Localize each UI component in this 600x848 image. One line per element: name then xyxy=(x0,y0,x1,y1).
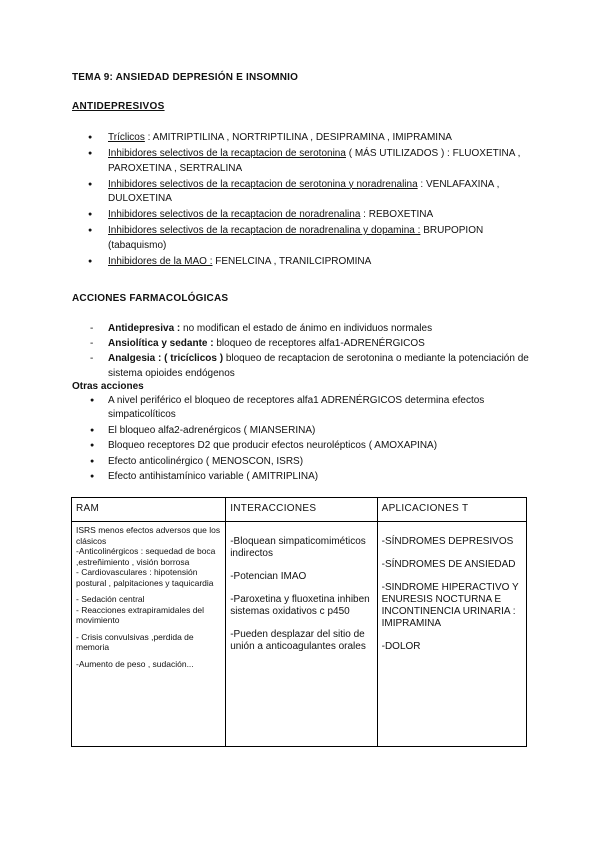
ram-line: -Anticolinérgicos : sequedad de boca ,estreñimiento , visión borrosa xyxy=(76,546,216,567)
item-label: Inhibidores selectivos de la recaptacion de noradrenalina y dopamina : xyxy=(108,225,421,236)
item-label: Ansiolítica y sedante : xyxy=(108,338,214,349)
item-text: bloqueo de recaptacion de serotonina o mediante la potenciación de sistema opioides endógenos xyxy=(108,353,529,379)
item-sep: : xyxy=(417,178,426,190)
interaccion-line: -Paroxetina y fluoxetina inhiben sistemas oxidativos c p450 xyxy=(230,594,370,617)
list-item xyxy=(72,352,532,381)
summary-table xyxy=(71,497,527,747)
item-text: VENLAFAXINA , DULOXETINA xyxy=(108,178,500,204)
ram-line: - Cardiovasculares : hipotensión postural , palpitaciones y taquicardia xyxy=(76,567,214,588)
ram-line: - Reacciones extrapiramidales del movimiento xyxy=(76,604,205,625)
interaccion-line: -Pueden desplazar del sitio de unión a anticoagulantes orales xyxy=(230,629,366,652)
aplicacion-line: -SÍNDROMES DE ANSIEDAD xyxy=(381,559,516,570)
table-row xyxy=(72,522,527,747)
ram-line: - Crisis convulsivas ,perdida de memoria xyxy=(76,631,194,652)
otras-acciones-heading: Otras acciones xyxy=(72,381,144,392)
aplicaciones-cell xyxy=(377,522,526,747)
item-label: Antidepresiva : xyxy=(108,323,181,334)
item-text: ( MÁS UTILIZADOS ) : FLUOXETINA , PAROXETINA , SERTRALINA xyxy=(108,148,521,174)
antidepresivos-list xyxy=(72,131,532,271)
interaccion-line: -Bloquean simpaticomiméticos indirectos xyxy=(230,536,366,559)
list-item: ● Efecto antihistamínico variable ( AMITRIPLINA) xyxy=(72,470,532,484)
item-sep: : xyxy=(360,209,369,220)
interacciones-cell xyxy=(226,522,377,747)
page-title: TEMA 9: ANSIEDAD DEPRESIÓN E INSOMNIO xyxy=(72,72,299,83)
ram-line: ISRS menos efectos adversos que los clásicos xyxy=(76,525,221,546)
list-item xyxy=(72,147,532,176)
list-item: ● A nivel periférico el bloqueo de receptores alfa1 ADRENÉRGICOS determina efectos simpaticolíticos xyxy=(72,394,532,422)
table-header-row xyxy=(72,498,527,522)
item-label: Analgesia : ( tricíclicos ) xyxy=(108,353,224,364)
list-item xyxy=(72,178,532,207)
acciones-list xyxy=(72,322,532,382)
list-item xyxy=(72,131,532,146)
aplicacion-line: -DOLOR xyxy=(381,641,421,652)
acciones-heading: ACCIONES FARMACOLÓGICAS xyxy=(72,293,229,304)
list-item: ● Efecto anticolinérgico ( MENOSCON, ISRS) xyxy=(72,455,532,469)
ram-line: - Sedación central xyxy=(76,594,145,604)
item-text: REBOXETINA xyxy=(368,209,434,220)
item-label: Inhibidores selectivos de la recaptacion de serotonina xyxy=(108,148,346,159)
list-item xyxy=(72,224,532,253)
item-text: AMITRIPTILINA , NORTRIPTILINA , DESIPRAMINA , IMIPRAMINA xyxy=(152,132,452,143)
otras-acciones-list xyxy=(72,394,532,486)
list-item: ● El bloqueo alfa2-adrenérgicos ( MIANSERINA) xyxy=(72,424,532,438)
list-item: ● Bloqueo receptores D2 que producir efectos neurolépticos ( AMOXAPINA) xyxy=(72,439,532,453)
aplicacion-line: -SÍNDROMES DEPRESIVOS xyxy=(381,536,514,547)
ram-cell xyxy=(72,522,226,747)
antidepresivos-heading: ANTIDEPRESIVOS xyxy=(72,101,165,112)
list-item xyxy=(72,255,532,270)
list-item xyxy=(72,322,532,337)
item-text: FENELCINA , TRANILCIPROMINA xyxy=(215,255,372,267)
item-text: BRUPOPION (tabaquismo) xyxy=(108,225,484,251)
aplicacion-line: -SINDROME HIPERACTIVO Y ENURESIS NOCTURNA E INCONTINENCIA URINARIA : IMIPRAMINA xyxy=(381,582,519,629)
header-aplicaciones: APLICACIONES T xyxy=(377,498,526,522)
interaccion-line: -Potencian IMAO xyxy=(230,571,307,582)
list-item xyxy=(72,208,532,223)
header-ram: RAM xyxy=(72,498,226,522)
list-item xyxy=(72,337,532,352)
item-label: Inhibidores selectivos de la recaptacion de noradrenalina xyxy=(108,209,361,220)
item-label: Inhibidores selectivos de la recaptacion de serotonina y noradrenalina xyxy=(108,178,418,190)
item-label: Tríclicos xyxy=(108,132,145,143)
item-sep: : xyxy=(144,132,153,143)
header-interacciones: INTERACCIONES xyxy=(226,498,377,522)
item-text: no modifican el estado de ánimo en individuos normales xyxy=(180,323,433,334)
ram-line: -Aumento de peso , sudación... xyxy=(76,658,194,669)
item-label: Inhibidores de la MAO : xyxy=(108,255,213,267)
item-text: bloqueo de receptores alfa1-ADRENÉRGICOS xyxy=(213,338,425,349)
